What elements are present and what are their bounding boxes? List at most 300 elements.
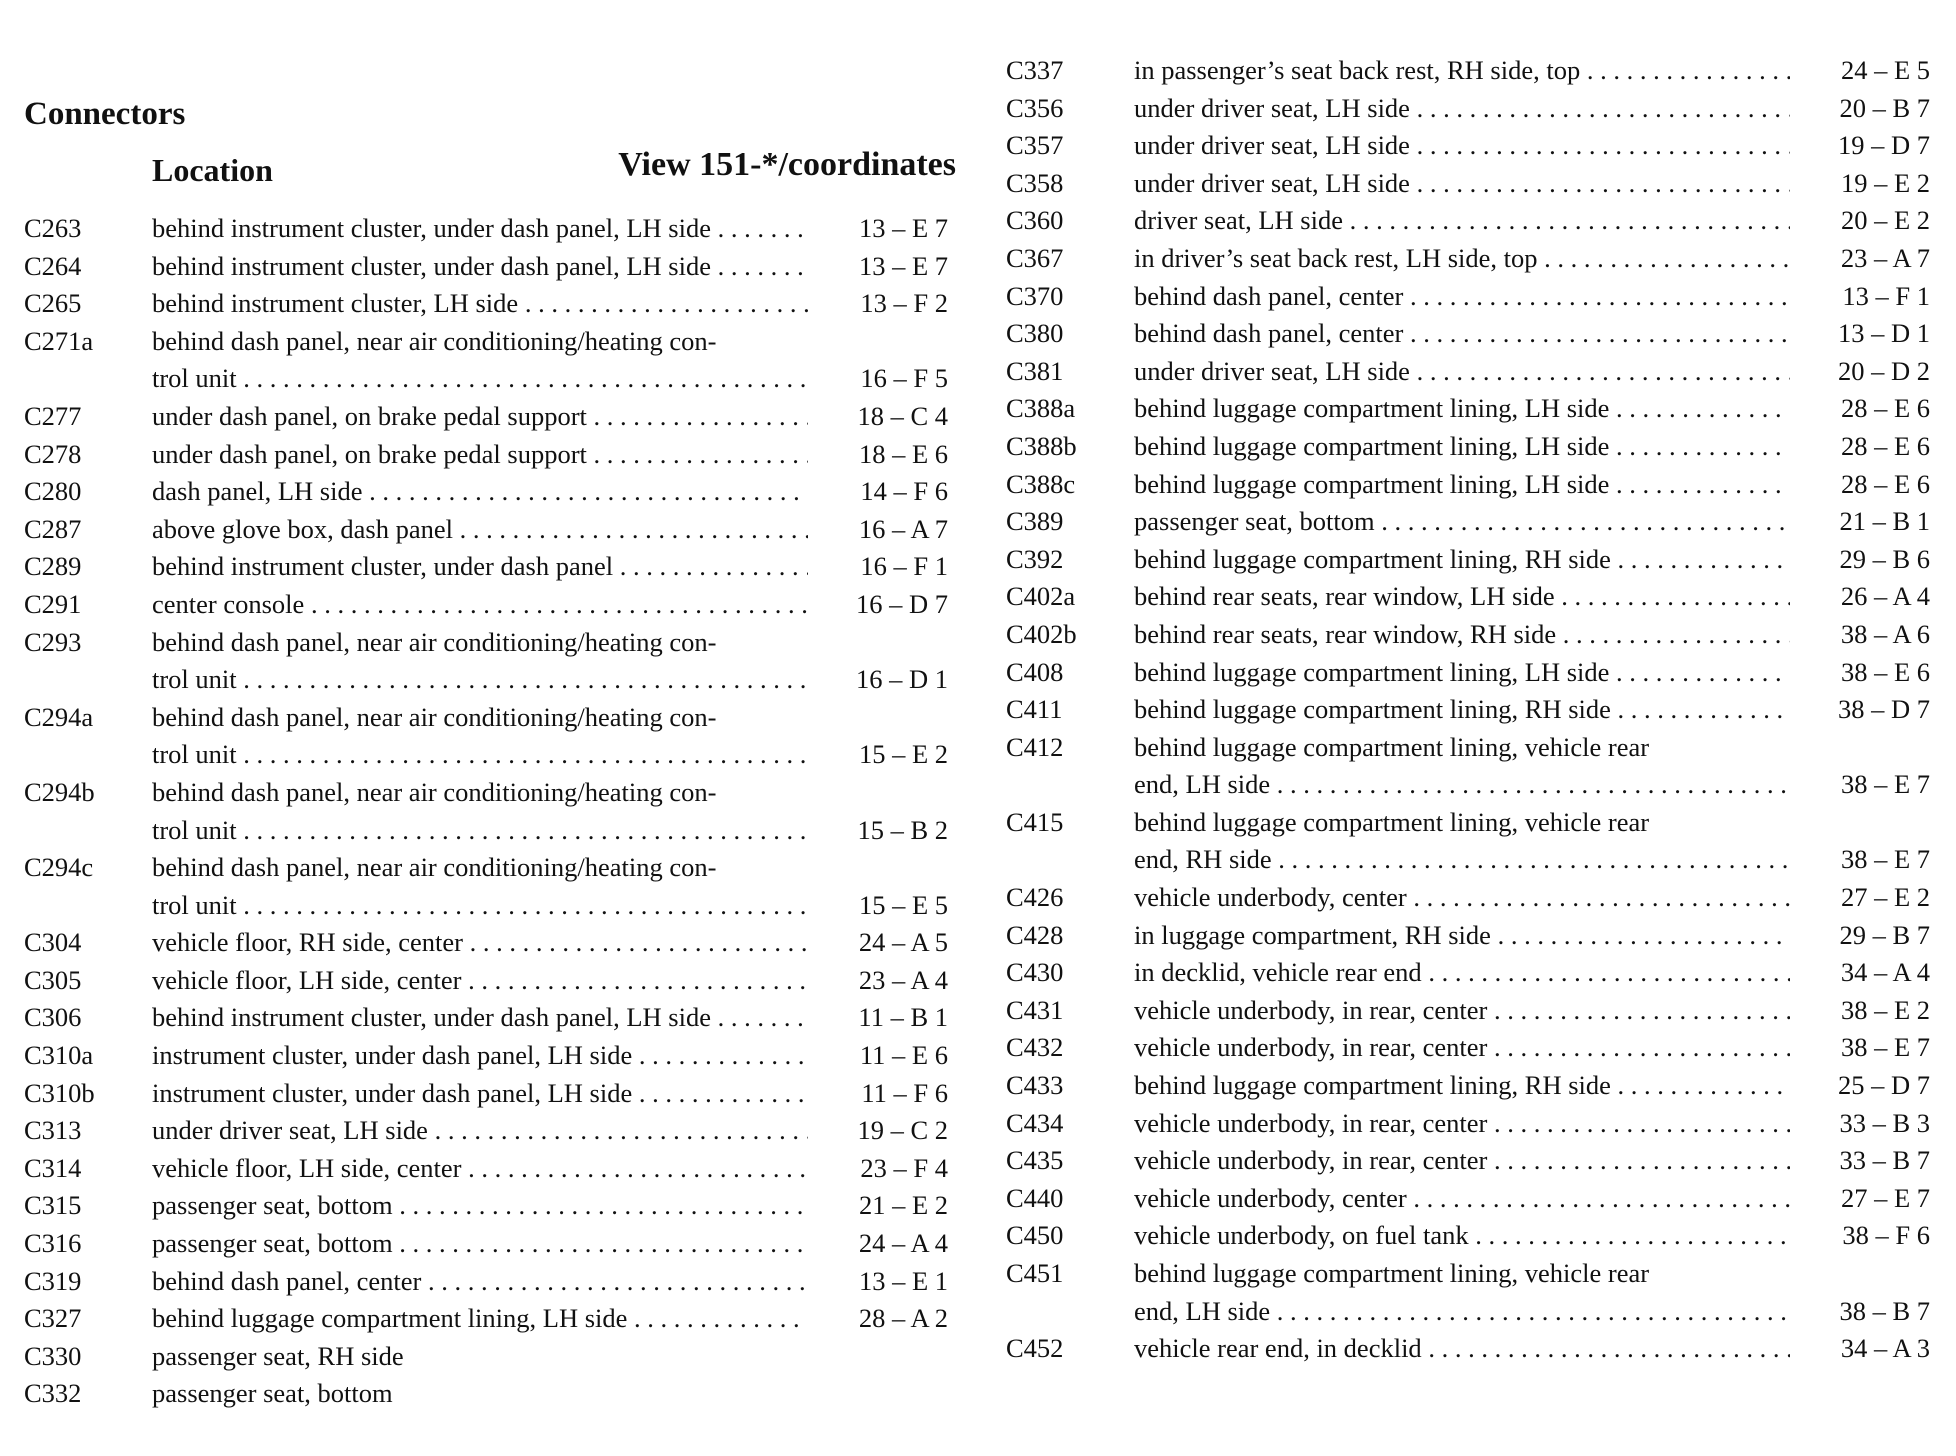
- connector-entry: [24, 1075, 952, 1113]
- connector-location: [1134, 90, 1790, 128]
- connector-location: [1134, 1067, 1790, 1105]
- location-text-line: in decklid, vehicle rear end . . .: [1134, 954, 1790, 992]
- connector-entry: [24, 624, 952, 699]
- connector-entry: [24, 436, 952, 474]
- connector-list-right-column: [1006, 52, 1934, 1368]
- connector-coordinates: 34 – A 3: [1840, 1333, 1930, 1364]
- connector-code: C304: [24, 927, 82, 958]
- connector-location: [1134, 654, 1790, 692]
- connector-coordinates: 19 – E 2: [1840, 167, 1930, 198]
- connector-coordinates: 16 – D 1: [855, 664, 948, 695]
- connector-coordinates: 29 – B 7: [1839, 919, 1930, 950]
- connector-entry: [1006, 1105, 1934, 1143]
- connector-coordinates: 11 – B 1: [858, 1002, 948, 1033]
- connector-entry: [24, 511, 952, 549]
- connector-code: C315: [24, 1190, 82, 1221]
- connector-code: C428: [1006, 919, 1064, 950]
- location-text-line: behind dash panel, near air conditioning/heating con-: [152, 325, 717, 356]
- connector-code: C431: [1006, 994, 1064, 1025]
- location-text-line: behind instrument cluster, under dash panel, LH side . . .: [152, 248, 808, 286]
- connector-location: [1134, 541, 1790, 579]
- location-text-line: vehicle underbody, on fuel tank . . .: [1134, 1217, 1790, 1255]
- connector-coordinates: 18 – E 6: [858, 438, 948, 469]
- connector-location: [1134, 578, 1790, 616]
- connector-location: [1134, 202, 1790, 240]
- connector-entry: [1006, 90, 1934, 128]
- connector-location: [1134, 1330, 1790, 1368]
- connector-coordinates: 23 – A 4: [858, 964, 948, 995]
- connector-location: [152, 1375, 808, 1413]
- location-text-line: trol unit . . .: [152, 661, 808, 699]
- connector-entry: [24, 699, 952, 774]
- connector-entry: [1006, 428, 1934, 466]
- connector-coordinates: 15 – E 2: [858, 739, 948, 770]
- connector-location: [152, 1225, 808, 1263]
- connector-coordinates: 26 – A 4: [1840, 581, 1930, 612]
- location-text-line: behind luggage compartment lining, LH side . . .: [1134, 390, 1790, 428]
- connector-code: C330: [24, 1340, 82, 1371]
- connector-entry: [24, 1263, 952, 1301]
- connector-location: [1134, 390, 1790, 428]
- connector-location: [1134, 278, 1790, 316]
- connector-code: C402a: [1006, 581, 1076, 612]
- connector-location: [1134, 1217, 1790, 1255]
- location-column-header: Location: [152, 152, 273, 188]
- location-text-line: vehicle floor, LH side, center . . .: [152, 1150, 808, 1188]
- connector-code: C426: [1006, 882, 1064, 913]
- location-text-line: trol unit . . .: [152, 812, 808, 850]
- connector-location: [1134, 992, 1790, 1030]
- connector-entry: [24, 924, 952, 962]
- location-text-line: behind luggage compartment lining, vehicle rear: [1134, 806, 1650, 837]
- connector-entry: [24, 1225, 952, 1263]
- connector-location: [1134, 1255, 1790, 1330]
- connector-code: C310b: [24, 1077, 95, 1108]
- connector-entry: [1006, 879, 1934, 917]
- connector-entry: [24, 285, 952, 323]
- location-text-line: under driver seat, LH side . . .: [1134, 165, 1790, 203]
- connector-coordinates: 28 – E 6: [1840, 430, 1930, 461]
- location-text-line: above glove box, dash panel . . .: [152, 511, 808, 549]
- connector-location: [1134, 466, 1790, 504]
- connector-coordinates: 28 – A 2: [858, 1303, 948, 1334]
- connector-code: C370: [1006, 280, 1064, 311]
- connector-code: C381: [1006, 355, 1064, 386]
- connector-coordinates: 13 – E 7: [858, 213, 948, 243]
- location-text-line: center console . . .: [152, 586, 808, 624]
- connector-code: C316: [24, 1228, 82, 1259]
- connector-coordinates: 38 – E 7: [1840, 769, 1930, 800]
- connector-location: [152, 1075, 808, 1113]
- connector-location: [152, 699, 808, 774]
- connector-coordinates: 15 – B 2: [857, 814, 948, 845]
- connector-code: C263: [24, 213, 82, 243]
- connector-entry: [1006, 1255, 1934, 1330]
- connector-entry: [1006, 503, 1934, 541]
- connector-code: C451: [1006, 1258, 1064, 1288]
- connector-entry: [1006, 578, 1934, 616]
- connector-entry: [24, 849, 952, 924]
- connector-location: [1134, 616, 1790, 654]
- connector-location: [1134, 353, 1790, 391]
- connector-code: C358: [1006, 167, 1064, 198]
- connector-location: [1134, 240, 1790, 278]
- connector-location: [152, 1263, 808, 1301]
- connector-coordinates: 27 – E 7: [1840, 1182, 1930, 1213]
- connector-entry: [1006, 1180, 1934, 1218]
- connector-code: C287: [24, 513, 82, 544]
- connector-location: [1134, 1180, 1790, 1218]
- connector-coordinates: 16 – A 7: [858, 513, 948, 544]
- location-text-line: trol unit . . .: [152, 887, 808, 925]
- connector-code: C280: [24, 476, 82, 507]
- connector-location: [152, 1037, 808, 1075]
- connector-location: [152, 1300, 808, 1338]
- connector-list-left-column: [24, 210, 952, 1413]
- connector-coordinates: 23 – F 4: [860, 1152, 948, 1183]
- location-text-line: passenger seat, RH side: [152, 1340, 404, 1371]
- location-text-line: vehicle underbody, in rear, center . . .: [1134, 1105, 1790, 1143]
- connector-code: C294a: [24, 701, 94, 732]
- location-text-line: dash panel, LH side . . .: [152, 473, 808, 511]
- location-text-line: vehicle floor, LH side, center . . .: [152, 962, 808, 1000]
- connector-entry: [1006, 917, 1934, 955]
- connector-entry: [24, 774, 952, 849]
- connector-location: [1134, 954, 1790, 992]
- connector-entry: [1006, 390, 1934, 428]
- connector-code: C430: [1006, 957, 1064, 988]
- connector-code: C271a: [24, 325, 94, 356]
- connector-coordinates: 11 – F 6: [861, 1077, 948, 1108]
- connector-entry: [24, 1375, 952, 1413]
- connector-coordinates: 11 – E 6: [859, 1040, 948, 1071]
- connector-code: C356: [1006, 92, 1064, 123]
- connector-location: [1134, 917, 1790, 955]
- location-text-line: behind luggage compartment lining, vehicle rear: [1134, 731, 1650, 762]
- location-text-line: behind instrument cluster, under dash panel, LH side . . .: [152, 210, 808, 248]
- connector-entry: [1006, 1217, 1934, 1255]
- connector-code: C452: [1006, 1333, 1064, 1364]
- connector-location: [152, 999, 808, 1037]
- connector-location: [1134, 1029, 1790, 1067]
- connector-coordinates: 16 – D 7: [855, 588, 948, 619]
- connector-entry: [1006, 315, 1934, 353]
- connector-location: [152, 398, 808, 436]
- location-text-line: passenger seat, bottom . . .: [1134, 503, 1790, 541]
- connector-location: [152, 210, 808, 248]
- connector-entry: [24, 210, 952, 248]
- connector-coordinates: 29 – B 6: [1839, 543, 1930, 574]
- location-text-line: passenger seat, bottom . . .: [152, 1225, 808, 1263]
- location-text-line: instrument cluster, under dash panel, LH side . . .: [152, 1037, 808, 1075]
- connector-coordinates: 23 – A 7: [1840, 242, 1930, 273]
- connector-location: [1134, 127, 1790, 165]
- location-text-line: vehicle underbody, center . . .: [1134, 879, 1790, 917]
- connector-coordinates: 24 – A 4: [858, 1228, 948, 1259]
- location-text-line: vehicle underbody, center . . .: [1134, 1180, 1790, 1218]
- connector-entry: [24, 398, 952, 436]
- connector-code: C388c: [1006, 468, 1076, 499]
- connector-entry: [1006, 165, 1934, 203]
- connector-location: [152, 473, 808, 511]
- connector-coordinates: 13 – E 1: [858, 1265, 948, 1296]
- connector-coordinates: 38 – E 7: [1840, 844, 1930, 875]
- connector-code: C360: [1006, 205, 1064, 236]
- connector-code: C313: [24, 1115, 82, 1146]
- connector-entry: [1006, 729, 1934, 804]
- connector-code: C291: [24, 588, 82, 619]
- location-text-line: behind luggage compartment lining, LH side . . .: [152, 1300, 808, 1338]
- location-text-line: in passenger’s seat back rest, RH side, top . . .: [1134, 52, 1790, 90]
- connector-coordinates: 38 – B 7: [1839, 1295, 1930, 1326]
- connector-location: [152, 548, 808, 586]
- connector-coordinates: 16 – F 1: [860, 551, 948, 582]
- location-text-line: vehicle underbody, in rear, center . . .: [1134, 1142, 1790, 1180]
- connector-code: C314: [24, 1152, 82, 1183]
- connector-code: C327: [24, 1303, 82, 1334]
- connector-code: C310a: [24, 1040, 94, 1071]
- connector-location: [1134, 804, 1790, 879]
- connector-coordinates: 14 – F 6: [860, 476, 948, 507]
- location-text-line: behind luggage compartment lining, RH side . . .: [1134, 541, 1790, 579]
- location-text-line: behind rear seats, rear window, LH side . . .: [1134, 578, 1790, 616]
- connector-entry: [24, 1150, 952, 1188]
- connector-entry: [1006, 466, 1934, 504]
- connector-location: [1134, 691, 1790, 729]
- connector-coordinates: 38 – E 2: [1840, 994, 1930, 1025]
- connector-code: C357: [1006, 130, 1064, 161]
- section-title: Connectors: [24, 96, 186, 132]
- connector-code: C389: [1006, 506, 1064, 537]
- connector-code: C450: [1006, 1220, 1064, 1251]
- connector-location: [1134, 428, 1790, 466]
- connector-coordinates: 28 – E 6: [1840, 468, 1930, 499]
- location-text-line: trol unit . . .: [152, 360, 808, 398]
- connector-entry: [1006, 202, 1934, 240]
- connector-entry: [1006, 52, 1934, 90]
- connector-code: C388a: [1006, 393, 1076, 424]
- connector-entry: [1006, 804, 1934, 879]
- location-text-line: under dash panel, on brake pedal support . . .: [152, 398, 808, 436]
- connector-location: [1134, 729, 1790, 804]
- location-text-line: vehicle underbody, in rear, center . . .: [1134, 1029, 1790, 1067]
- connector-location: [1134, 503, 1790, 541]
- view-coordinates-column-header: View 151-*/coordinates: [618, 146, 956, 183]
- connector-coordinates: 19 – D 7: [1837, 130, 1930, 161]
- location-text-line: trol unit . . .: [152, 736, 808, 774]
- connector-coordinates: 28 – E 6: [1840, 393, 1930, 424]
- connector-code: C411: [1006, 694, 1063, 725]
- location-text-line: driver seat, LH side . . .: [1134, 202, 1790, 240]
- location-text-line: passenger seat, bottom: [152, 1378, 393, 1409]
- location-text-line: end, RH side . . .: [1134, 841, 1790, 879]
- connector-coordinates: 34 – A 4: [1840, 957, 1930, 988]
- connector-code: C412: [1006, 731, 1064, 762]
- location-text-line: behind dash panel, near air conditioning/heating con-: [152, 852, 717, 883]
- connector-entry: [1006, 616, 1934, 654]
- connector-entry: [24, 1037, 952, 1075]
- location-text-line: behind dash panel, near air conditioning/heating con-: [152, 626, 717, 657]
- connector-code: C319: [24, 1265, 82, 1296]
- location-text-line: vehicle rear end, in decklid . . .: [1134, 1330, 1790, 1368]
- connector-code: C392: [1006, 543, 1064, 574]
- connector-location: [1134, 315, 1790, 353]
- connector-location: [1134, 165, 1790, 203]
- location-text-line: instrument cluster, under dash panel, LH side . . .: [152, 1075, 808, 1113]
- location-text-line: behind luggage compartment lining, LH side . . .: [1134, 466, 1790, 504]
- location-text-line: behind luggage compartment lining, RH side . . .: [1134, 1067, 1790, 1105]
- connector-coordinates: 33 – B 7: [1839, 1145, 1930, 1176]
- connector-coordinates: 13 – E 7: [858, 250, 948, 281]
- connector-location: [152, 1112, 808, 1150]
- connector-entry: [24, 1338, 952, 1376]
- connector-coordinates: 27 – E 2: [1840, 882, 1930, 913]
- location-text-line: passenger seat, bottom . . .: [152, 1187, 808, 1225]
- location-text-line: behind luggage compartment lining, LH side . . .: [1134, 428, 1790, 466]
- location-text-line: behind luggage compartment lining, LH side . . .: [1134, 654, 1790, 692]
- connector-entry: [1006, 240, 1934, 278]
- connector-entry: [1006, 1067, 1934, 1105]
- location-text-line: end, LH side . . .: [1134, 766, 1790, 804]
- location-text-line: end, LH side . . .: [1134, 1293, 1790, 1331]
- connector-code: C332: [24, 1378, 82, 1409]
- location-text-line: under driver seat, LH side . . .: [1134, 90, 1790, 128]
- connector-coordinates: 20 – E 2: [1840, 205, 1930, 236]
- connector-location: [152, 1150, 808, 1188]
- connector-entry: [1006, 954, 1934, 992]
- connector-coordinates: 19 – C 2: [857, 1115, 948, 1146]
- connector-entry: [24, 1300, 952, 1338]
- connector-entry: [24, 473, 952, 511]
- connector-coordinates: 38 – F 6: [1842, 1220, 1930, 1251]
- connector-location: [1134, 1105, 1790, 1143]
- connector-coordinates: 15 – E 5: [858, 889, 948, 920]
- location-text-line: behind instrument cluster, under dash panel . . .: [152, 548, 808, 586]
- location-text-line: behind dash panel, center . . .: [1134, 315, 1790, 353]
- connector-location: [1134, 879, 1790, 917]
- connector-coordinates: 16 – F 5: [860, 363, 948, 394]
- connector-code: C277: [24, 400, 82, 431]
- connector-code: C380: [1006, 318, 1064, 349]
- connector-entry: [24, 999, 952, 1037]
- connector-coordinates: 24 – A 5: [858, 927, 948, 958]
- connector-entry: [1006, 127, 1934, 165]
- connector-location: [152, 586, 808, 624]
- connector-location: [152, 1338, 808, 1376]
- location-text-line: under driver seat, LH side . . .: [1134, 353, 1790, 391]
- connector-code: C433: [1006, 1070, 1064, 1101]
- connector-code: C415: [1006, 806, 1064, 837]
- connector-coordinates: 13 – F 2: [860, 288, 948, 319]
- connector-code: C432: [1006, 1032, 1064, 1063]
- connector-code: C278: [24, 438, 82, 469]
- connector-entry: [1006, 1330, 1934, 1368]
- location-text-line: behind luggage compartment lining, RH side . . .: [1134, 691, 1790, 729]
- connector-location: [152, 962, 808, 1000]
- connector-entry: [1006, 278, 1934, 316]
- location-text-line: vehicle floor, RH side, center . . .: [152, 924, 808, 962]
- location-text-line: behind instrument cluster, under dash panel, LH side . . .: [152, 999, 808, 1037]
- connector-location: [152, 248, 808, 286]
- connector-entry: [24, 248, 952, 286]
- connector-code: C435: [1006, 1145, 1064, 1176]
- connector-entry: [1006, 1029, 1934, 1067]
- connector-entry: [24, 962, 952, 1000]
- connector-location: [152, 285, 808, 323]
- connector-location: [152, 511, 808, 549]
- connector-location: [152, 1187, 808, 1225]
- connector-coordinates: 18 – C 4: [857, 400, 948, 431]
- connector-entry: [1006, 353, 1934, 391]
- connector-code: C408: [1006, 656, 1064, 687]
- connector-location: [152, 924, 808, 962]
- connector-location: [152, 323, 808, 398]
- connector-code: C388b: [1006, 430, 1077, 461]
- connector-code: C367: [1006, 242, 1064, 273]
- connector-entry: [1006, 541, 1934, 579]
- connector-code: C402b: [1006, 618, 1077, 649]
- connector-coordinates: 38 – E 7: [1840, 1032, 1930, 1063]
- connector-location: [152, 436, 808, 474]
- connector-code: C294b: [24, 776, 95, 807]
- location-text-line: under driver seat, LH side . . .: [152, 1112, 808, 1150]
- connector-coordinates: 33 – B 3: [1839, 1107, 1930, 1138]
- connector-location: [152, 849, 808, 924]
- connector-entry: [1006, 691, 1934, 729]
- connector-code: C306: [24, 1002, 82, 1033]
- connector-coordinates: 21 – B 1: [1839, 506, 1930, 537]
- connector-entry: [1006, 1142, 1934, 1180]
- location-text-line: behind instrument cluster, LH side . . .: [152, 285, 808, 323]
- location-text-line: under dash panel, on brake pedal support . . .: [152, 436, 808, 474]
- connector-location: [1134, 1142, 1790, 1180]
- connector-entry: [1006, 992, 1934, 1030]
- connector-location: [152, 774, 808, 849]
- connector-code: C294c: [24, 852, 94, 883]
- location-text-line: behind dash panel, near air conditioning/heating con-: [152, 701, 717, 732]
- connector-coordinates: 20 – D 2: [1837, 355, 1930, 386]
- connector-entry: [1006, 654, 1934, 692]
- location-text-line: behind dash panel, center . . .: [152, 1263, 808, 1301]
- connector-coordinates: 21 – E 2: [858, 1190, 948, 1221]
- location-text-line: under driver seat, LH side . . .: [1134, 127, 1790, 165]
- connector-coordinates: 24 – E 5: [1840, 55, 1930, 85]
- connector-coordinates: 38 – D 7: [1837, 694, 1930, 725]
- connector-code: C337: [1006, 55, 1064, 85]
- location-text-line: behind luggage compartment lining, vehicle rear: [1134, 1258, 1650, 1288]
- connector-entry: [24, 323, 952, 398]
- connector-coordinates: 20 – B 7: [1839, 92, 1930, 123]
- location-text-line: behind dash panel, near air conditioning/heating con-: [152, 776, 717, 807]
- connector-entry: [24, 1112, 952, 1150]
- connector-coordinates: 38 – E 6: [1840, 656, 1930, 687]
- location-text-line: in luggage compartment, RH side . . .: [1134, 917, 1790, 955]
- connector-code: C265: [24, 288, 82, 319]
- connector-entry: [24, 1187, 952, 1225]
- connector-coordinates: 13 – D 1: [1837, 318, 1930, 349]
- connector-code: C434: [1006, 1107, 1064, 1138]
- location-text-line: in driver’s seat back rest, LH side, top . . .: [1134, 240, 1790, 278]
- location-text-line: vehicle underbody, in rear, center . . .: [1134, 992, 1790, 1030]
- connector-code: C305: [24, 964, 82, 995]
- connector-code: C289: [24, 551, 82, 582]
- connector-coordinates: 13 – F 1: [1842, 280, 1930, 311]
- connector-entry: [24, 548, 952, 586]
- connector-location: [1134, 52, 1790, 90]
- connector-code: C440: [1006, 1182, 1064, 1213]
- connector-entry: [24, 586, 952, 624]
- connector-location: [152, 624, 808, 699]
